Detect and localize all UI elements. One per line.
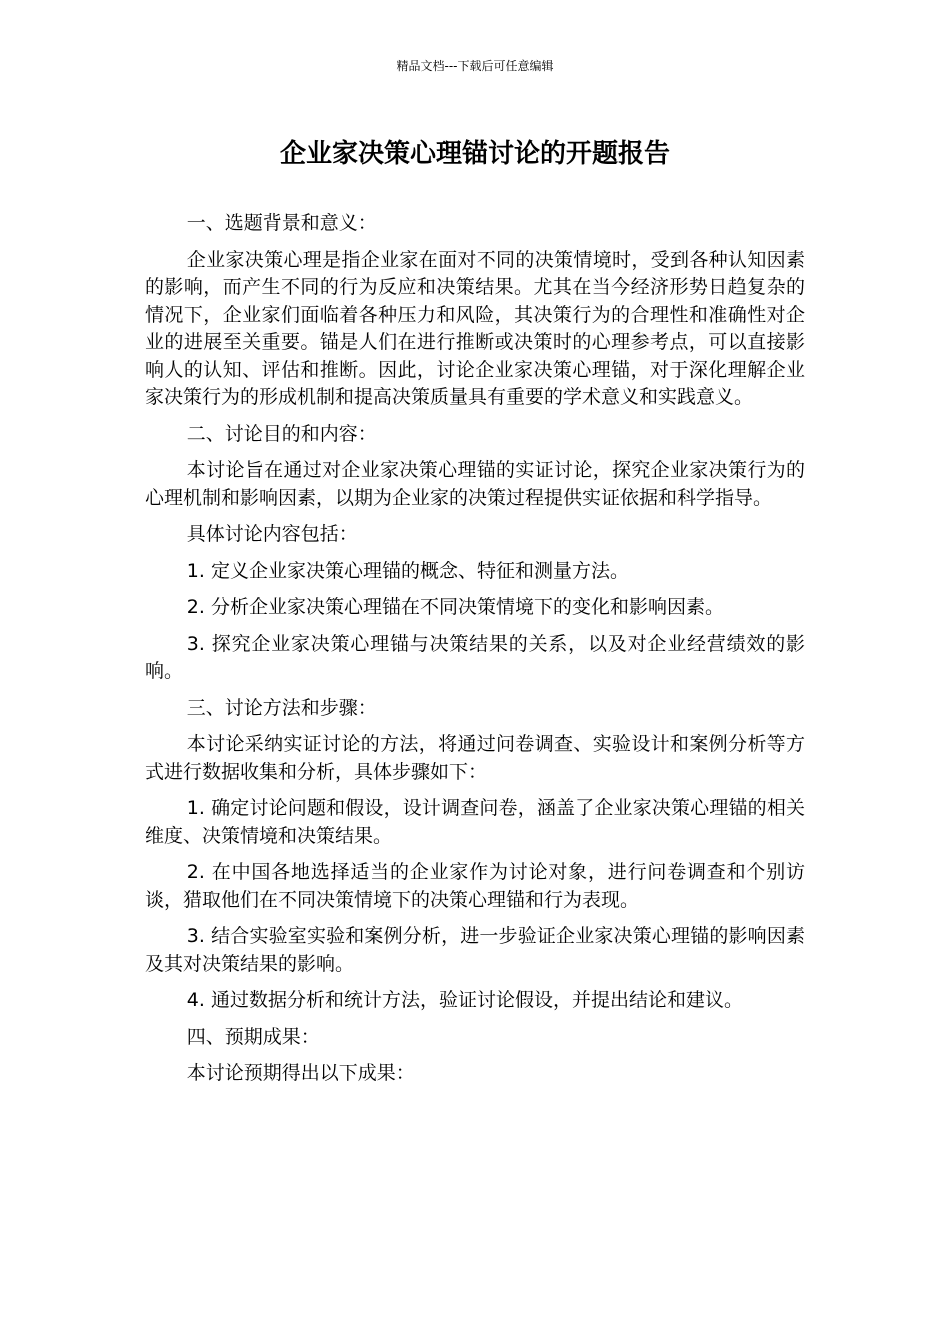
header-note: 精品文档---下载后可任意编辑 <box>396 59 554 73</box>
list-item: 4. 通过数据分析和统计方法，验证讨论假设，并提出结论和建议。 <box>186 989 743 1011</box>
section-heading: 二、讨论目的和内容： <box>186 422 377 445</box>
document-body <box>145 210 805 1097</box>
paragraph: 本讨论预期得出以下成果： <box>186 1062 415 1084</box>
section-heading: 四、预期成果： <box>186 1025 320 1048</box>
list-item: 1. 定义企业家决策心理锚的概念、特征和测量方法。 <box>186 559 629 582</box>
list-item: 3. 结合实验室实验和案例分析，进一步验证企业家决策心理锚的影响因素及其对决策结果的影响。 <box>145 925 805 975</box>
list-item: 2. 在中国各地选择适当的企业家作为讨论对象，进行问卷调查和个别访谈，猎取他们在不同决策情境下的决策心理锚和行为表现。 <box>145 861 805 911</box>
section-heading: 三、讨论方法和步骤： <box>186 696 377 719</box>
list-item: 2. 分析企业家决策心理锚在不同决策情境下的变化和影响因素。 <box>186 596 724 618</box>
paragraph: 企业家决策心理是指企业家在面对不同的决策情境时，受到各种认知因素的影响，而产生不同的行为反应和决策结果。尤其在当今经济形势日趋复杂的情况下，企业家们面临着各种压力和风险，其决策行为的合理性和准确性对企业的进展至关重要。锚是人们在进行推断或决策时的心理参考点，可以直接影响人的认知、评估和推断。因此，讨论企业家决策心理锚，对于深化理解企业家决策行为的形成机制和提高决策质量具有重要的学术意义和实践意义。 <box>145 248 805 408</box>
paragraph: 具体讨论内容包括： <box>186 523 358 545</box>
paragraph: 本讨论采纳实证讨论的方法，将通过问卷调查、实验设计和案例分析等方式进行数据收集和分析，具体步骤如下： <box>145 733 805 783</box>
list-item: 3. 探究企业家决策心理锚与决策结果的关系，以及对企业经营绩效的影响。 <box>145 632 805 682</box>
section-heading: 一、选题背景和意义： <box>186 212 377 234</box>
list-item: 1. 确定讨论问题和假设，设计调查问卷，涵盖了企业家决策心理锚的相关维度、决策情境和决策结果。 <box>145 797 805 847</box>
paragraph: 本讨论旨在通过对企业家决策心理锚的实证讨论，探究企业家决策行为的心理机制和影响因素，以期为企业家的决策过程提供实证依据和科学指导。 <box>145 459 805 509</box>
document-title: 企业家决策心理锚讨论的开题报告 <box>279 139 670 169</box>
